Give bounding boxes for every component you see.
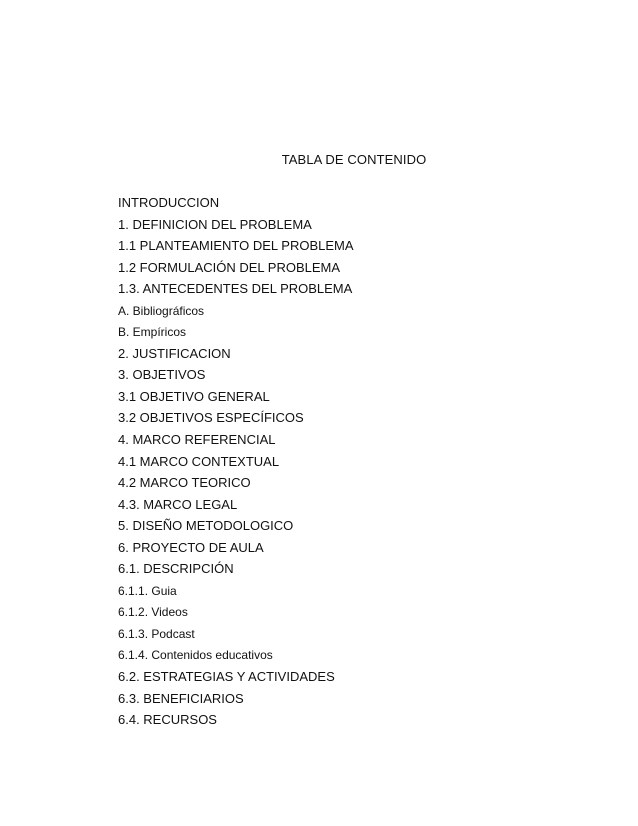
- toc-entry: 3. OBJETIVOS: [118, 367, 206, 383]
- toc-entry: 6.1.2. Videos: [118, 605, 188, 620]
- toc-entry: 6.1.4. Contenidos educativos: [118, 648, 273, 663]
- toc-entry: INTRODUCCION: [118, 195, 220, 210]
- toc-entry: 4.1 MARCO CONTEXTUAL: [118, 453, 280, 469]
- toc-entry: 6.3. BENEFICIARIOS: [118, 690, 244, 706]
- toc-entry: 4.3. MARCO LEGAL: [118, 496, 238, 512]
- toc-entry: 1.3. ANTECEDENTES DEL PROBLEMA: [118, 281, 353, 297]
- toc-entry: B. Empíricos: [118, 325, 187, 340]
- toc-entry: 1. DEFINICION DEL PROBLEMA: [118, 216, 312, 232]
- toc-entry: 6.1. DESCRIPCIÓN: [118, 561, 234, 577]
- toc-entry: 6.1.3. Podcast: [118, 626, 195, 641]
- toc-entry: 3.1 OBJETIVO GENERAL: [118, 388, 270, 404]
- toc-entry: A. Bibliográficos: [118, 303, 205, 318]
- toc-entry: 3.2 OBJETIVOS ESPECÍFICOS: [118, 410, 304, 426]
- toc-entry: 6.4. RECURSOS: [118, 712, 217, 728]
- table-of-contents: [118, 195, 354, 734]
- toc-entry: 6.2. ESTRATEGIAS Y ACTIVIDADES: [118, 669, 335, 685]
- toc-entry: 2. JUSTIFICACION: [118, 345, 231, 361]
- toc-entry: 4.2 MARCO TEORICO: [118, 475, 251, 491]
- toc-entry: 5. DISEÑO METODOLOGICO: [118, 518, 294, 534]
- toc-entry: 1.1 PLANTEAMIENTO DEL PROBLEMA: [118, 238, 354, 254]
- toc-entry: 1.2 FORMULACIÓN DEL PROBLEMA: [118, 259, 341, 275]
- toc-entry: 6.1.1. Guia: [118, 583, 177, 598]
- toc-entry: 6. PROYECTO DE AULA: [118, 539, 264, 555]
- page-title: TABLA DE CONTENIDO: [281, 152, 427, 167]
- toc-entry: 4. MARCO REFERENCIAL: [118, 432, 276, 448]
